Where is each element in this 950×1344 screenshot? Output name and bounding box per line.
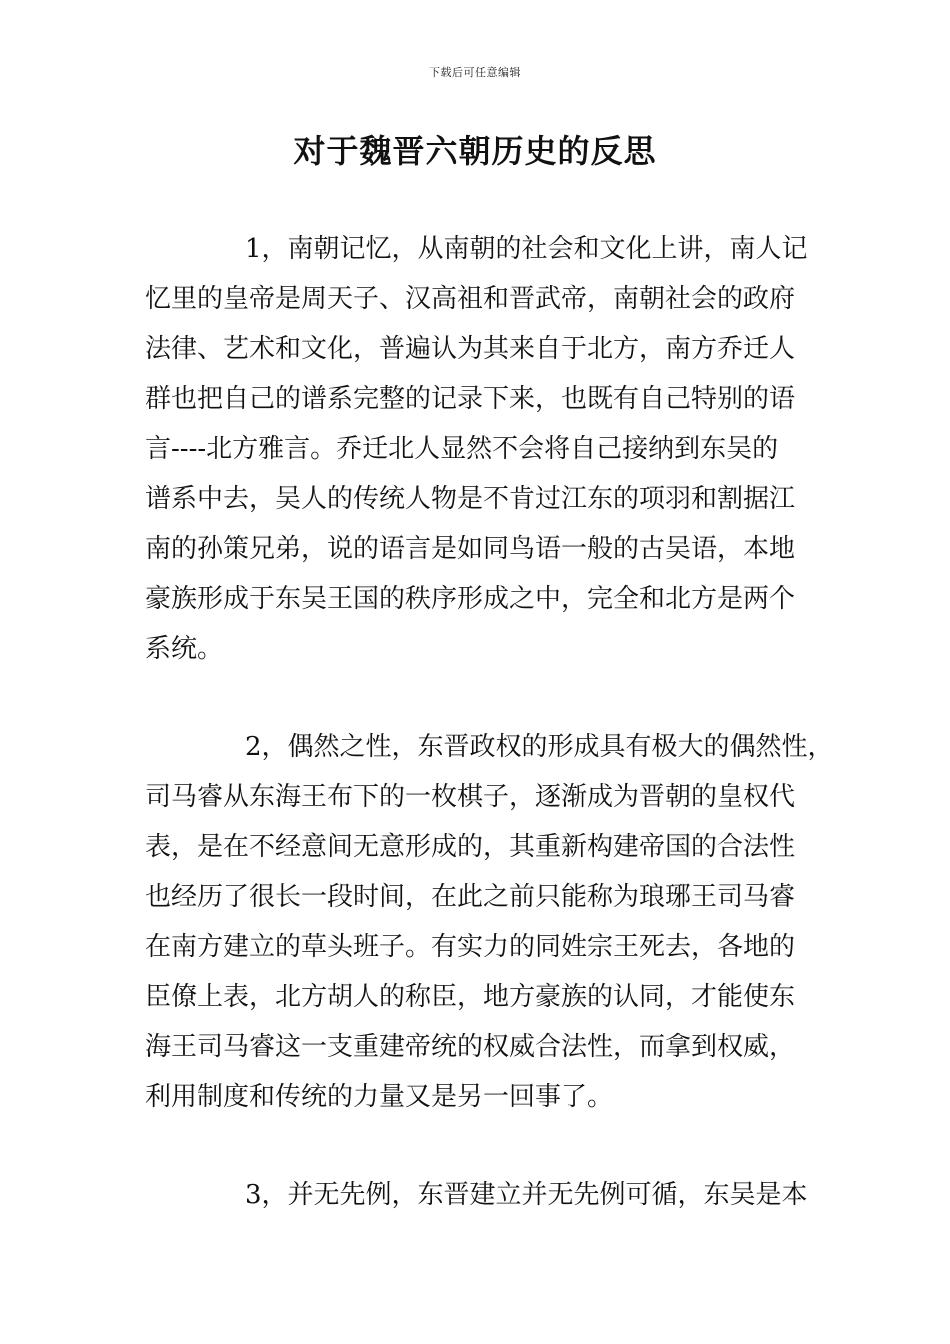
paragraph-line: 南的孙策兄弟，说的语言是如同鸟语一般的古吴语，本地 <box>145 534 796 564</box>
paragraph-line: 忆里的皇帝是周天子、汉高祖和晋武帝，南朝社会的政府 <box>145 284 796 314</box>
paragraph-1 <box>145 224 835 674</box>
paragraph-line: 司马睿从东海王布下的一枚棋子，逐渐成为晋朝的皇权代 <box>145 782 796 812</box>
paragraph-line: 也经历了很长一段时间，在此之前只能称为琅琊王司马睿 <box>145 882 796 912</box>
paragraph-line: 系统。 <box>145 634 224 664</box>
paragraph-line: 3，并无先例，东晋建立并无先例可循，东吴是本 <box>245 1180 808 1210</box>
paragraph-line: 法律、艺术和文化，普遍认为其来自于北方，南方乔迁人 <box>145 334 796 364</box>
paragraph-2 <box>145 722 835 1122</box>
header-note: 下载后可任意编辑 <box>429 66 521 79</box>
document-title: 对于魏晋六朝历史的反思 <box>293 132 657 170</box>
paragraph-line: 表，是在不经意间无意形成的，其重新构建帝国的合法性 <box>145 832 796 862</box>
paragraph-line: 海王司马睿这一支重建帝统的权威合法性，而拿到权威， <box>145 1032 796 1062</box>
paragraph-line: 1，南朝记忆，从南朝的社会和文化上讲，南人记 <box>245 234 808 264</box>
paragraph-line: 臣僚上表，北方胡人的称臣，地方豪族的认同，才能使东 <box>145 982 796 1012</box>
paragraph-line: 群也把自己的谱系完整的记录下来，也既有自己特别的语 <box>145 384 796 414</box>
paragraph-line: 2，偶然之性，东晋政权的形成具有极大的偶然性， <box>245 732 834 762</box>
paragraph-line: 谱系中去，吴人的传统人物是不肯过江东的项羽和割据江 <box>145 484 796 514</box>
paragraph-line: 在南方建立的草头班子。有实力的同姓宗王死去，各地的 <box>145 932 796 962</box>
paragraph-3 <box>145 1170 835 1220</box>
paragraph-line: 言----北方雅言。乔迁北人显然不会将自己接纳到东吴的 <box>145 434 779 464</box>
paragraph-line: 豪族形成于东吴王国的秩序形成之中，完全和北方是两个 <box>145 584 796 614</box>
paragraph-line: 利用制度和传统的力量又是另一回事了。 <box>145 1082 614 1112</box>
